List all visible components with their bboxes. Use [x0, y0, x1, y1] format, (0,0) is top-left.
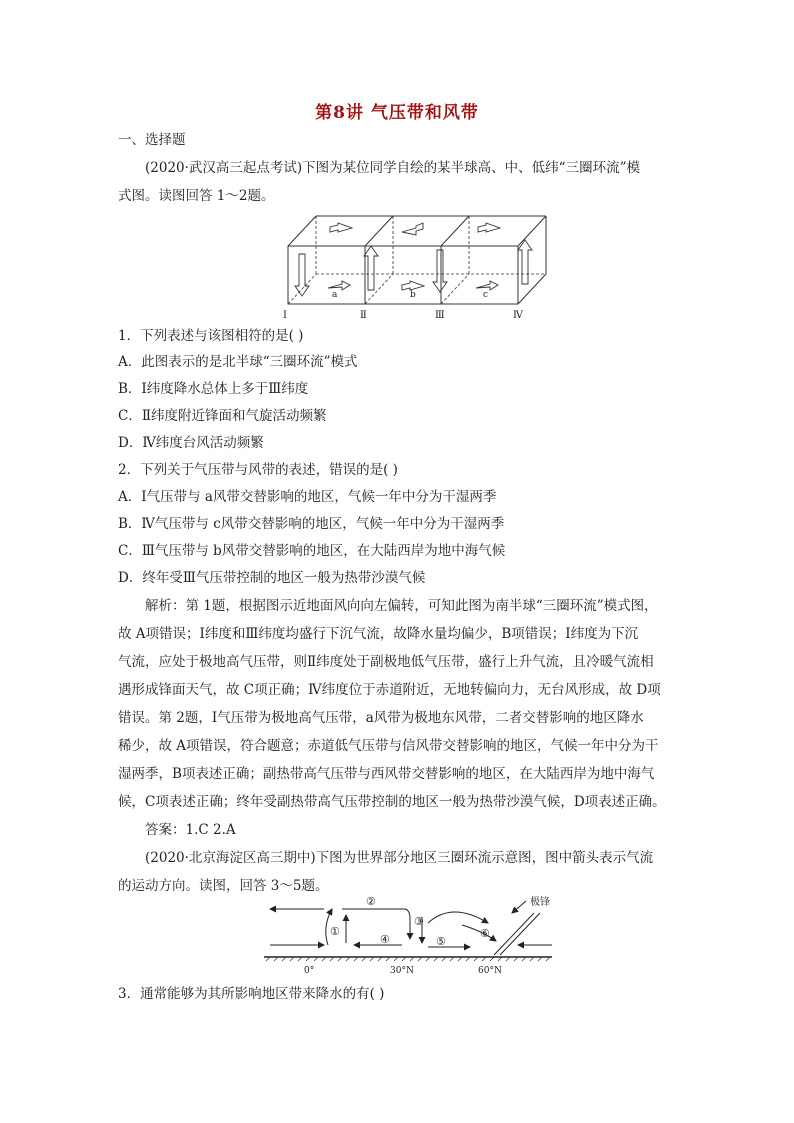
circulation-cross-section-figure: [262, 895, 562, 980]
marker-2: ②: [366, 895, 376, 908]
intro2-line1: (2020·北京海淀区高三期中)下图为世界部分地区三圈环流示意图，图中箭头表示气流: [145, 850, 654, 866]
q2-option-a: A．Ⅰ气压带与 a风带交替影响的地区，气候一年中分为干湿两季: [118, 489, 497, 505]
q1-option-a: A．此图表示的是北半球“三圈环流”模式: [118, 354, 358, 370]
q2-option-c: C．Ⅲ气压带与 b风带交替影响的地区，在大陆西岸为地中海气候: [118, 543, 506, 559]
marker-6: ⑥: [480, 927, 490, 940]
answer-line: 答案：1.C 2.A: [145, 822, 236, 838]
cell-label-c: c: [483, 290, 489, 300]
q1-option-b: B．Ⅰ纬度降水总体上多于Ⅲ纬度: [118, 381, 309, 397]
intro1-line2: 式图。读图回答 1～2题。: [118, 188, 275, 204]
three-cell-circulation-figure: [280, 210, 550, 322]
roman-label-2: Ⅱ: [360, 310, 367, 321]
polar-front-label: 极锋: [530, 897, 550, 908]
marker-4: ④: [380, 933, 390, 946]
roman-label-4: Ⅳ: [513, 310, 523, 321]
analysis-line-3: 气流，应处于极地高气压带，则Ⅱ纬度处于副极地低气压带，盛行上升气流，且冷暖气流相: [118, 654, 654, 670]
analysis-line-5: 错误。第 2题，Ⅰ气压带为极地高气压带，a风带为极地东风带，二者交替影响的地区降水: [118, 710, 644, 726]
intro2-line2: 的运动方向。读图，回答 3～5题。: [118, 878, 329, 894]
cell-label-b: b: [410, 290, 416, 300]
analysis-line-7: 湿两季，B项表述正确；副热带高气压带与西风带交替影响的地区，在大陆西岸为地中海气: [118, 766, 655, 782]
analysis-line-6: 稀少，故 A项错误，符合题意；赤道低气压带与信风带交替影响的地区，气候一年中分为干: [118, 738, 659, 754]
q2-option-d: D．终年受Ⅲ气压带控制的地区一般为热带沙漠气候: [118, 570, 426, 586]
cell-label-a: a: [332, 290, 338, 300]
page-title: 第8讲 气压带和风带: [315, 103, 479, 123]
marker-3: ③: [414, 915, 424, 928]
marker-1: ①: [330, 925, 340, 938]
roman-label-3: Ⅲ: [435, 310, 445, 321]
lat-label-30n: 30°N: [390, 966, 414, 976]
analysis-line-1: 解析：第 1题，根据图示近地面风向向左偏转，可知此图为南半球“三圈环流”模式图，: [145, 598, 658, 614]
roman-label-1: Ⅰ: [283, 310, 287, 321]
analysis-line-4: 遇形成锋面天气，故 C项正确；Ⅳ纬度位于赤道附近，无地转偏向力，无台风形成，故 D项: [118, 682, 661, 698]
lat-label-0: 0°: [304, 966, 315, 976]
q1-stem: 1．下列表述与该图相符的是( ): [118, 328, 304, 344]
q2-stem: 2．下列关于气压带与风带的表述，错误的是( ): [118, 462, 398, 478]
analysis-line-8: 候，C项表述正确；终年受副热带高气压带控制的地区一般为热带沙漠气候，D项表述正确。: [118, 794, 666, 810]
analysis-line-2: 故 A项错误；Ⅰ纬度和Ⅲ纬度均盛行下沉气流，故降水量均偏少，B项错误；Ⅰ纬度为下沉: [118, 626, 639, 642]
marker-5: ⑤: [436, 935, 446, 948]
lat-label-60n: 60°N: [478, 966, 502, 976]
section-heading: 一、选择题: [118, 132, 186, 148]
q1-option-c: C．Ⅱ纬度附近锋面和气旋活动频繁: [118, 408, 327, 424]
q1-option-d: D．Ⅳ纬度台风活动频繁: [118, 435, 264, 451]
q2-option-b: B．Ⅳ气压带与 c风带交替影响的地区，气候一年中分为干湿两季: [118, 516, 505, 532]
intro1-line1: (2020·武汉高三起点考试)下图为某位同学自绘的某半球高、中、低纬“三圈环流”模: [145, 160, 640, 176]
q3-stem: 3．通常能够为其所影响地区带来降水的有( ): [118, 986, 385, 1002]
